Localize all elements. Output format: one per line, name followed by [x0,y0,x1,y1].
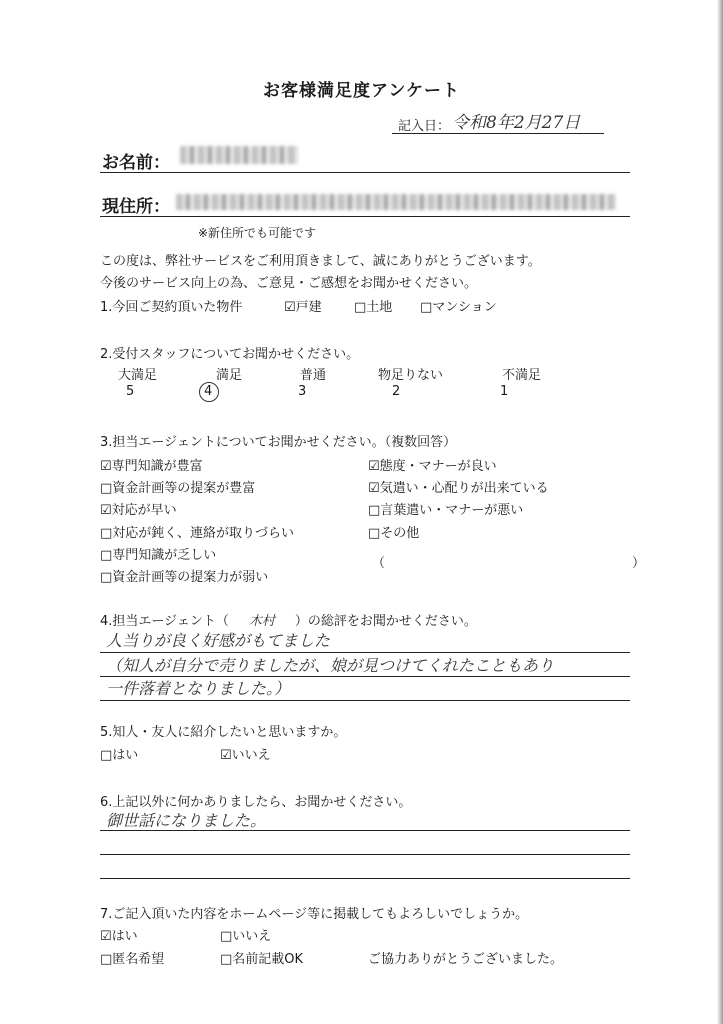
q4-label [100,610,477,629]
q3-left-5[interactable]: □資金計画等の提案力が弱い [100,570,269,585]
q2-scale-value-2[interactable]: 2 [392,384,401,399]
q4-label-pre: 4.担当エージェント（ [100,614,229,629]
entry-date-label: 記入日： [398,119,451,134]
q6-answer: 御世話になりました。 [106,811,267,830]
q7-option-anonymous[interactable]: □匿名希望 [100,952,165,967]
q1-label: 1.今回ご契約頂いた物件 [100,300,243,315]
q6-label: 6.上記以外に何かありましたら、お聞かせください。 [100,795,412,810]
q7-option-name-ok[interactable]: □名前記載OK [220,952,304,967]
q1-option-mansion[interactable]: □マンション [420,300,497,315]
q3-left-0[interactable]: ☑専門知識が豊富 [100,459,203,474]
name-label: お名前： [102,153,170,173]
q7-label: 7.ご記入頂いた内容をホームページ等に掲載してもよろしいでしょうか。 [100,907,529,922]
q5-option-yes[interactable]: □はい [100,748,139,763]
q2-label: 2.受付スタッフについてお聞かせください。 [100,347,360,362]
q5-label: 5.知人・友人に紹介したいと思いますか。 [100,725,347,740]
selected-circle [199,382,219,402]
q2-scale-value-5[interactable]: 5 [126,384,135,399]
q2-scale-label-5: 大満足 [118,368,158,383]
q1-option-land[interactable]: □土地 [354,300,393,315]
q3-label: 3.担当エージェントについてお聞かせください。（複数回答） [100,435,457,450]
redacted-address [176,194,616,210]
q5-option-no[interactable]: ☑いいえ [220,748,271,763]
q1-option-house[interactable]: ☑戸建 [284,300,322,315]
redacted-name [180,146,298,164]
q3-left-1[interactable]: □資金計画等の提案が豊富 [100,481,256,496]
q2-scale-value-3[interactable]: 3 [298,384,307,399]
address-label: 現住所： [102,197,170,217]
q4-agent-name: 木村 [248,614,275,629]
intro-line1: この度は、弊社サービスをご利用頂きまして、誠にありがとうございます。 [100,254,541,269]
q4-answer-line2: （知人が自分で売りましたが、娘が見つけてくれたこともあり [106,656,555,675]
page-title: お客様満足度アンケート [263,81,460,101]
intro-line2: 今後のサービス向上の為、ご意見・ご感想をお聞かせください。 [100,276,478,291]
q2-scale-label-3: 普通 [300,368,327,383]
entry-date-value: 令和8年2月27日 [452,113,581,133]
q7-option-no[interactable]: □いいえ [220,929,272,944]
q2-scale-value-1[interactable]: 1 [500,384,509,399]
q7-option-yes[interactable]: ☑はい [100,929,138,944]
q4-label-post: ）の総評をお聞かせください。 [294,614,477,629]
scan-edge-shadow [717,0,723,1024]
q3-right-1[interactable]: ☑気遣い・心配りが出来ている [368,481,549,496]
q2-scale-value-4[interactable]: 4 [204,384,213,399]
q3-right-0[interactable]: ☑態度・マナーが良い [368,459,497,474]
address-note: ※新住所でも可能です [198,226,317,240]
q3-left-4[interactable]: □専門知識が乏しい [100,548,217,563]
q2-scale-label-2: 物足りない [378,368,444,383]
q2-scale-label-4: 満足 [216,368,243,383]
q4-answer-line1: 人当りが良く好感がもてました [106,631,331,650]
q3-left-3[interactable]: □対応が鈍く、連絡が取りづらい [100,526,295,541]
q4-answer-line3: 一件落着となりました。） [106,679,291,698]
q3-right-3[interactable]: □その他 [368,526,420,541]
thanks-message: ご協力ありがとうございました。 [368,952,564,967]
q3-right-2[interactable]: □言葉遣い・マナーが悪い [368,503,524,518]
q3-other-paren: （ ） [372,556,646,571]
q2-scale-label-1: 不満足 [502,368,542,383]
q3-left-2[interactable]: ☑対応が早い [100,503,177,518]
